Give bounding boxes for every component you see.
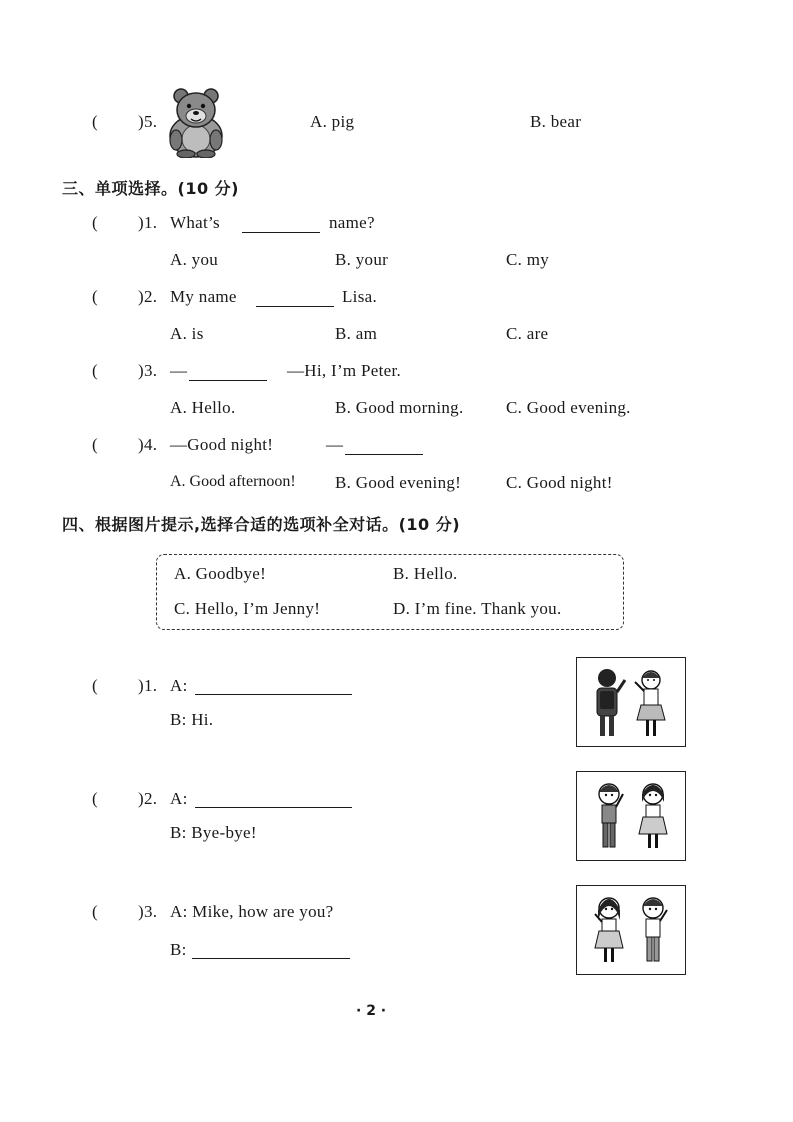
- girl-boy-greeting-icon: [576, 885, 686, 975]
- s3-q2-option-a: A. is: [170, 324, 204, 343]
- s3-q1-option-a: A. you: [170, 250, 219, 269]
- s3-q2-text-after: Lisa.: [342, 287, 378, 306]
- s4-d2-paren: (: [92, 789, 98, 808]
- choice-c: C. Hello, I’m Jenny!: [174, 599, 321, 618]
- s4-d2-line-a: A:: [170, 789, 188, 808]
- s3-q2-paren: (: [92, 287, 98, 306]
- s3-q2-option-c: C. are: [506, 324, 549, 343]
- s4-d3-paren: (: [92, 902, 98, 921]
- s3-q2-option-b: B. am: [335, 324, 378, 343]
- s3-q3-option-b: B. Good morning.: [335, 398, 464, 417]
- choice-d: D. I’m fine. Thank you.: [393, 599, 562, 618]
- choice-a: A. Goodbye!: [174, 564, 267, 583]
- s4-d3-blank[interactable]: [192, 944, 350, 964]
- section3-title: 三、单项选择。(10 分): [62, 179, 239, 198]
- s3-q2-number: )2.: [138, 287, 158, 306]
- s3-q3-text-before: —: [170, 361, 188, 380]
- q5-number: )5.: [138, 112, 158, 131]
- page-number: · 2 ·: [356, 1003, 387, 1019]
- choice-b: B. Hello.: [393, 564, 458, 583]
- boy-girl-waving-icon: [576, 771, 686, 861]
- q5-option-a: A. pig: [310, 112, 355, 131]
- s4-d1-number: )1.: [138, 676, 158, 695]
- s3-q1-text-before: What’s: [170, 213, 220, 232]
- s3-q1-option-c: C. my: [506, 250, 550, 269]
- s3-q4-text-before: —Good night!: [170, 435, 274, 454]
- s4-d1-paren: (: [92, 676, 98, 695]
- s3-q3-number: )3.: [138, 361, 158, 380]
- q5-option-b: B. bear: [530, 112, 582, 131]
- q5-paren-open: (: [92, 112, 98, 131]
- s4-d2-number: )2.: [138, 789, 158, 808]
- s3-q4-option-b: B. Good evening!: [335, 473, 462, 492]
- s3-q2-blank[interactable]: [256, 292, 334, 312]
- s3-q4-number: )4.: [138, 435, 158, 454]
- s4-d2-line-b: B: Bye-bye!: [170, 823, 257, 842]
- s3-q3-option-c: C. Good evening.: [506, 398, 631, 417]
- s3-q2-text-before: My name: [170, 287, 237, 306]
- s3-q4-text-after: —: [326, 435, 344, 454]
- s4-d2-blank[interactable]: [195, 793, 352, 813]
- s3-q3-text-after: —Hi, I’m Peter.: [287, 361, 402, 380]
- s4-d1-blank[interactable]: [195, 680, 352, 700]
- s3-q4-option-c: C. Good night!: [506, 473, 613, 492]
- bear-icon: [166, 84, 226, 158]
- s3-q1-paren: (: [92, 213, 98, 232]
- s4-d3-line-a: A: Mike, how are you?: [170, 902, 334, 921]
- s3-q1-number: )1.: [138, 213, 158, 232]
- s3-q1-blank[interactable]: [242, 218, 320, 238]
- s3-q1-option-b: B. your: [335, 250, 389, 269]
- s3-q4-blank[interactable]: [345, 440, 423, 460]
- s3-q4-paren: (: [92, 435, 98, 454]
- s4-d1-line-a: A:: [170, 676, 188, 695]
- s3-q3-paren: (: [92, 361, 98, 380]
- s3-q3-blank[interactable]: [189, 366, 267, 386]
- two-children-waving-icon: [576, 657, 686, 747]
- s3-q3-option-a: A. Hello.: [170, 398, 236, 417]
- section4-title: 四、根据图片提示,选择合适的选项补全对话。(10 分): [62, 515, 461, 534]
- s3-q4-option-a: A. Good afternoon!: [170, 473, 296, 490]
- s4-d1-line-b: B: Hi.: [170, 710, 214, 729]
- s3-q1-text-after: name?: [329, 213, 375, 232]
- s4-d3-number: )3.: [138, 902, 158, 921]
- s4-d3-line-b: B:: [170, 940, 187, 959]
